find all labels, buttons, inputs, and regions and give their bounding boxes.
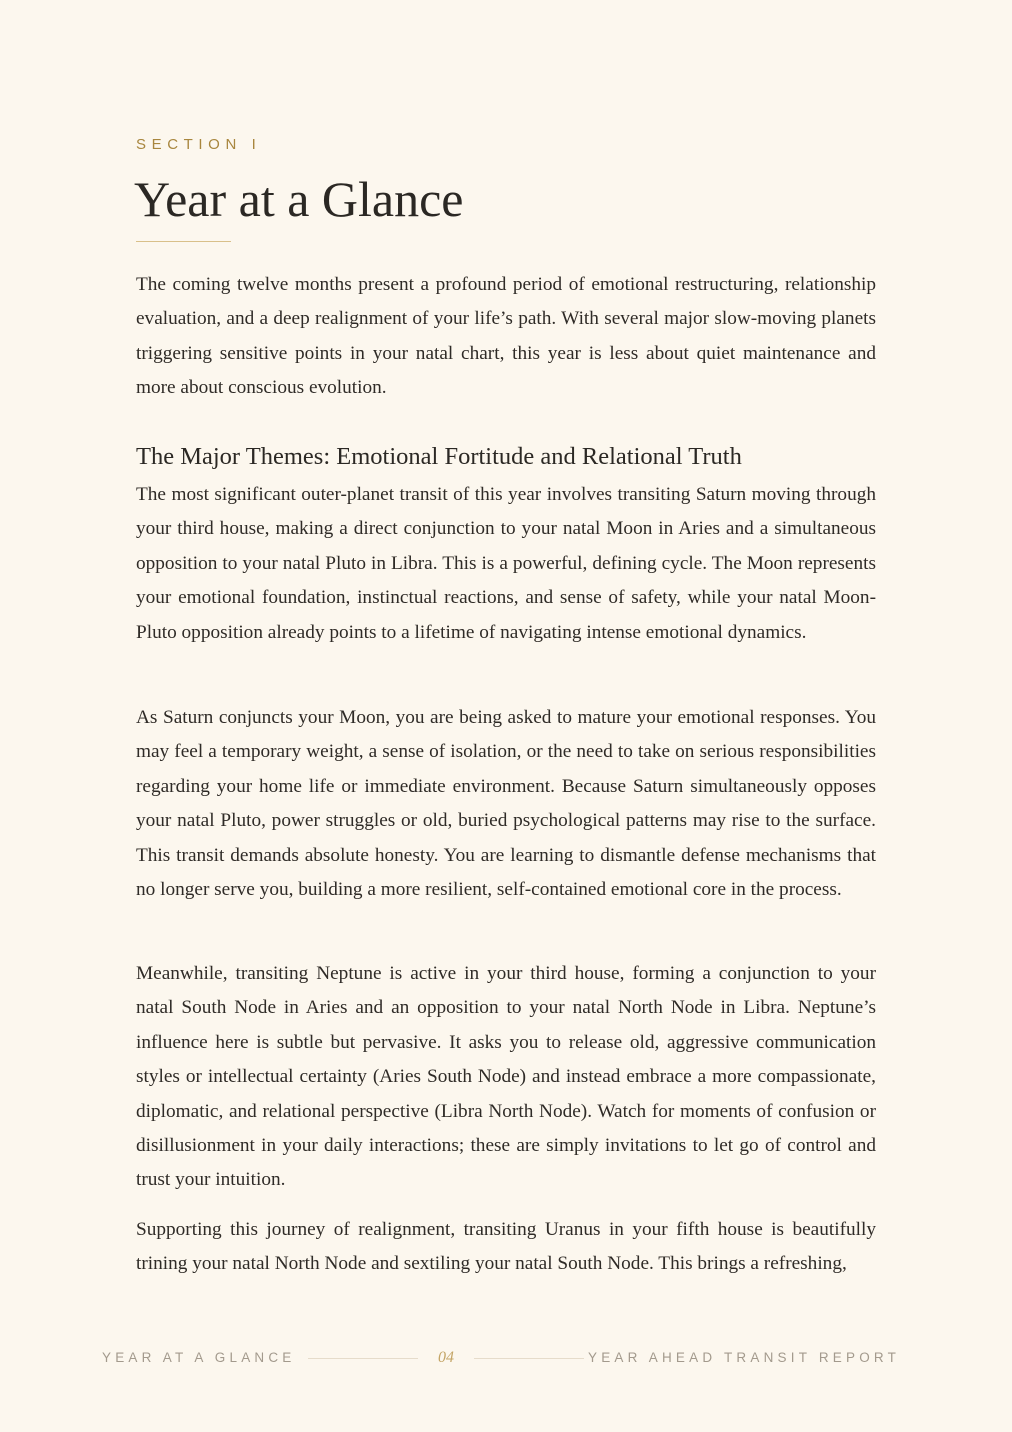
themes-paragraph-4: Supporting this journey of realignment, transiting Uranus in your fifth house is beautifully trining your natal North Node and sextiling your natal South Node. This brings a refreshing, <box>136 1219 876 1275</box>
themes-heading: The Major Themes: Emotional Fortitude and Relational Truth <box>136 443 742 470</box>
footer-section-title: YEAR AT A GLANCE <box>102 1350 296 1365</box>
section-label: SECTION I <box>136 136 262 153</box>
footer-page-number: 04 <box>438 1349 454 1366</box>
intro-paragraph: The coming twelve months present a profound period of emotional restructuring, relationship evaluation, and a deep realignment of your life’s path. With several major slow-moving planets triggering sensitive points in your natal chart, this year is less about quiet maintenance and more about conscious evolution. <box>136 274 876 399</box>
themes-paragraph-3: Meanwhile, transiting Neptune is active in your third house, forming a conjunction to your natal South Node in Aries and an opposition to your natal North Node in Libra. Neptune’s influence here is subtle but pervasive. It asks you to release old, aggressive communication styles or intellectual certainty (Aries South Node) and instead embrace a more compassionate, diplomatic, and relational perspective (Libra North Node). Watch for moments of confusion or disillusionment in your daily interactions; these are simply invitations to let go of control and trust your intuition. <box>136 963 876 1191</box>
title-divider <box>136 241 231 242</box>
themes-paragraph-4-container <box>136 1213 876 1283</box>
themes-paragraph-2: As Saturn conjuncts your Moon, you are being asked to mature your emotional responses. You may feel a temporary weight, a sense of isolation, or the need to take on serious responsibilities regarding your home life or immediate environment. Because Saturn simultaneously opposes your natal Pluto, power struggles or old, buried psychological patterns may rise to the surface. This transit demands absolute honesty. You are learning to dismantle defense mechanisms that no longer serve you, building a more resilient, self-contained emotional core in the process. <box>136 707 876 901</box>
footer-divider-left <box>308 1358 418 1359</box>
footer-divider-right <box>474 1358 584 1359</box>
themes-paragraph-1: The most significant outer-planet transit of this year involves transiting Saturn moving through your third house, making a direct conjunction to your natal Moon in Aries and a simultaneous opposition to your natal Pluto in Libra. This is a powerful, defining cycle. The Moon represents your emotional foundation, instinctual reactions, and sense of safety, while your natal Moon-Pluto opposition already points to a lifetime of navigating intense emotional dynamics. <box>136 484 876 643</box>
page-title: Year at a Glance <box>134 171 464 227</box>
page-footer <box>0 1346 1012 1372</box>
footer-report-title: YEAR AHEAD TRANSIT REPORT <box>588 1350 901 1365</box>
